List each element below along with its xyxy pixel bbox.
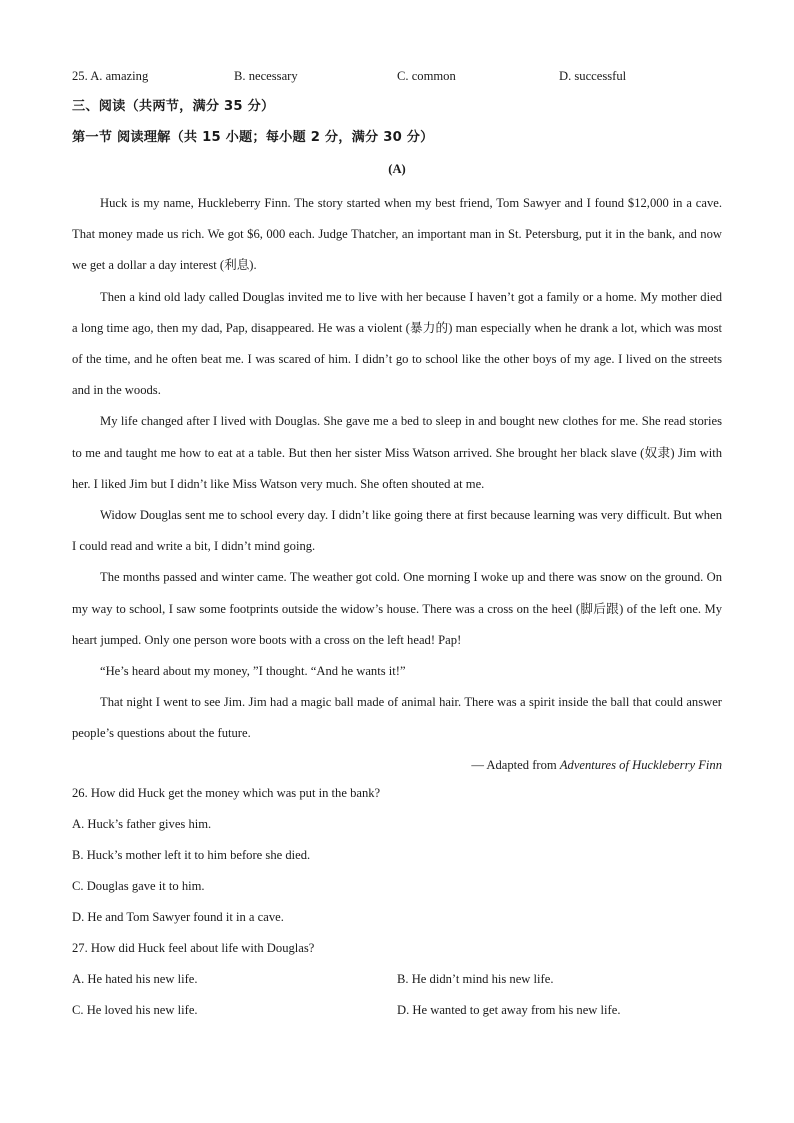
passage-body	[72, 188, 722, 750]
passage-paragraph: “He’s heard about my money, ”I thought. “And he wants it!”	[100, 664, 406, 679]
q26-option-c: C. Douglas gave it to him.	[72, 878, 205, 893]
q25-option-a: 25. A. amazing	[72, 69, 149, 83]
question-26-stem: 26. How did Huck get the money which was put in the bank?	[72, 785, 381, 800]
passage-paragraph: The months passed and winter came. The weather got cold. One morning I woke up and there was snow on the ground. On my way to school, I saw some footprints outside the widow’s house. There was a cross on the heel (脚后跟) of the left one. My heart jumped. Only one person wore boots with a cross on the left head! Pap!	[72, 570, 722, 647]
passage-paragraph: That night I went to see Jim. Jim had a magic ball made of animal hair. There was a spirit inside the ball that could answer people’s questions about the future.	[72, 695, 722, 741]
passage-label: (A)	[388, 162, 406, 176]
q25-option-b: B. necessary	[234, 69, 298, 83]
section-heading: 三、阅读（共两节，满分 35 分）	[72, 99, 275, 114]
q27-options-row-1	[72, 967, 722, 998]
q27-option-b: B. He didn’t mind his new life.	[397, 971, 554, 986]
passage-paragraph: Huck is my name, Huckleberry Finn. The story started when my best friend, Tom Sawyer and I found $12,000 in a cave. That money made us rich. We got $6, 000 each. Judge Thatcher, an important man in St. Petersburg, put it in the bank, and now we get a dollar a day interest (利息).	[72, 196, 722, 273]
question-25-options	[72, 64, 722, 95]
q27-option-c: C. He loved his new life.	[72, 1002, 198, 1017]
part-heading: 第一节 阅读理解（共 15 小题；每小题 2 分，满分 30 分）	[72, 130, 434, 145]
question-27-stem: 27. How did Huck feel about life with Douglas?	[72, 940, 315, 955]
q26-option-d: D. He and Tom Sawyer found it in a cave.	[72, 909, 284, 924]
q27-options-row-2	[72, 998, 722, 1029]
passage-paragraph: Then a kind old lady called Douglas invited me to live with her because I haven’t got a family or a home. My mother died a long time ago, then my dad, Pap, disappeared. He was a violent (暴力的) man especially when he drank a lot, which was most of the time, and he often beat me. I was scared of him. I didn’t go to school like the other boys of my age. I lived on the streets and in the woods.	[72, 289, 722, 398]
q27-option-a: A. He hated his new life.	[72, 971, 198, 986]
passage-paragraph: My life changed after I lived with Douglas. She gave me a bed to sleep in and bought new clothes for me. She read stories to me and taught me how to eat at a table. But then her sister Miss Watson arrived. She brought her black slave (奴隶) Jim with her. I liked Jim but I didn’t like Miss Watson very much. She often shouted at me.	[72, 414, 722, 491]
q26-option-b: B. Huck’s mother left it to him before she died.	[72, 847, 311, 862]
passage-source	[72, 750, 722, 781]
q26-option-a: A. Huck’s father gives him.	[72, 816, 212, 831]
passage-paragraph: Widow Douglas sent me to school every day. I didn’t like going there at first because learning was very difficult. But when I could read and write a bit, I didn’t mind going.	[72, 508, 722, 554]
source-title: Adventures of Huckleberry Finn	[559, 757, 722, 772]
q25-option-c: C. common	[397, 69, 456, 83]
source-prefix: — Adapted from	[471, 757, 560, 772]
q27-option-d: D. He wanted to get away from his new life.	[397, 1002, 621, 1017]
exam-page	[72, 64, 722, 1029]
q25-option-d: D. successful	[559, 69, 627, 83]
